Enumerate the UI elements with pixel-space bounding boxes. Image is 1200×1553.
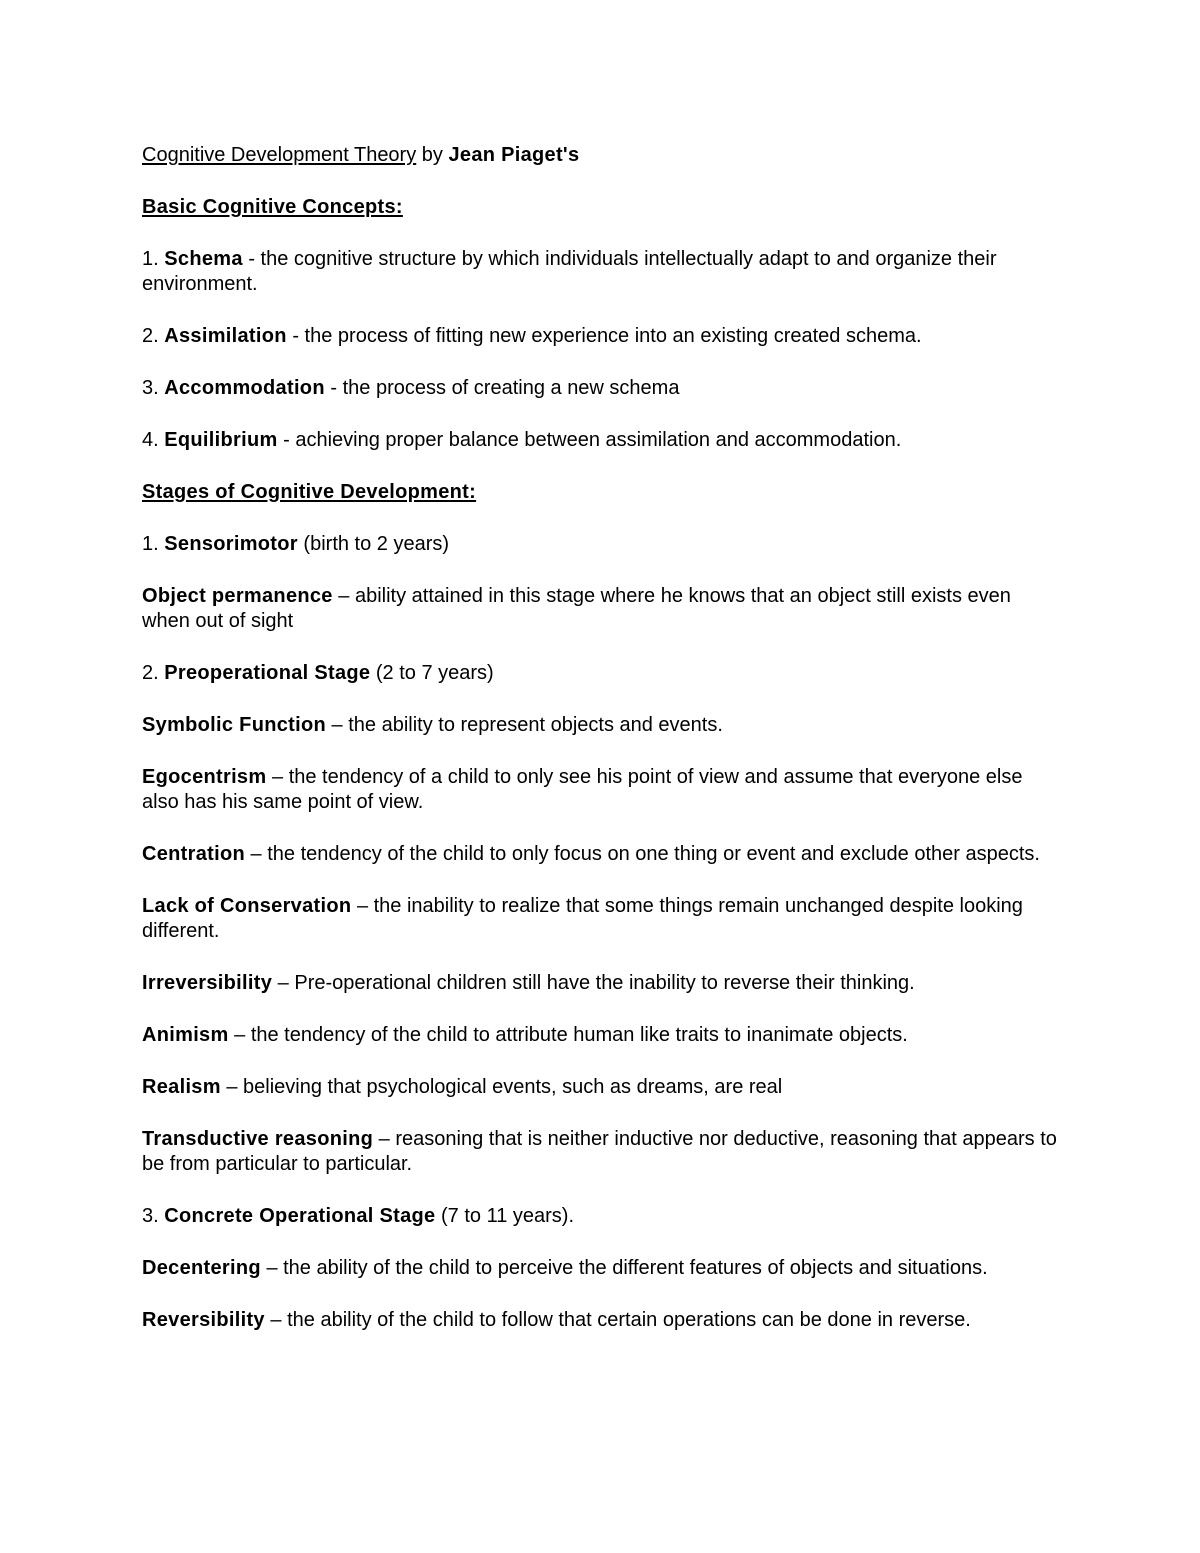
term-name: Egocentrism [142, 766, 267, 788]
term-item [142, 1308, 1062, 1333]
term-name: Centration [142, 843, 245, 865]
term-name: Lack of Conservation [142, 895, 352, 917]
stage-heading [142, 1204, 1062, 1229]
concept-item [142, 428, 1062, 453]
item-number: 2. [142, 325, 165, 347]
item-term: Schema [164, 248, 243, 270]
term-item [142, 1127, 1062, 1177]
item-definition: - the cognitive structure by which individuals intellectually adapt to and organize their environment. [142, 248, 997, 295]
term-name: Decentering [142, 1257, 261, 1279]
term-item [142, 1256, 1062, 1281]
term-name: Object permanence [142, 585, 333, 607]
term-definition: – Pre-operational children still have the inability to reverse their thinking. [272, 972, 915, 994]
item-term: Equilibrium [164, 429, 278, 451]
term-name: Reversibility [142, 1309, 265, 1331]
item-definition: - the process of creating a new schema [324, 377, 680, 399]
stage-number: 3. [142, 1205, 165, 1227]
term-item [142, 842, 1062, 867]
stages-heading-text: Stages of Cognitive Development: [142, 481, 477, 503]
stage-heading [142, 532, 1062, 557]
item-definition: - achieving proper balance between assimilation and accommodation. [277, 429, 902, 451]
stages-heading [142, 480, 1062, 505]
term-name: Symbolic Function [142, 714, 326, 736]
stage-name: Preoperational Stage [164, 662, 371, 684]
item-term: Accommodation [164, 377, 325, 399]
concept-item [142, 247, 1062, 297]
stage-range: (2 to 7 years) [370, 662, 494, 684]
concept-item [142, 324, 1062, 349]
stage-number: 2. [142, 662, 165, 684]
term-definition: – the tendency of the child to only focus on one thing or event and exclude other aspects. [245, 843, 1040, 865]
term-definition: – the inability to realize that some things remain unchanged despite looking different. [142, 895, 1023, 942]
item-number: 3. [142, 377, 165, 399]
stage-range: (7 to 11 years). [435, 1205, 575, 1227]
basic-concepts-heading [142, 195, 1062, 220]
stage-heading [142, 661, 1062, 686]
term-item [142, 1023, 1062, 1048]
term-definition: – the ability of the child to follow that certain operations can be done in reverse. [264, 1309, 971, 1331]
term-item [142, 971, 1062, 996]
term-definition: – believing that psychological events, such as dreams, are real [220, 1076, 783, 1098]
item-number: 4. [142, 429, 165, 451]
term-item [142, 713, 1062, 738]
item-term: Assimilation [164, 325, 287, 347]
item-number: 1. [142, 248, 165, 270]
document-title [142, 143, 1062, 168]
term-definition: – ability attained in this stage where he knows that an object still exists even when out of sight [142, 585, 1011, 632]
title-text: Cognitive Development Theory [142, 144, 417, 166]
stage-name: Sensorimotor [164, 533, 298, 555]
title-by: by [416, 144, 449, 166]
term-item [142, 1075, 1062, 1100]
title-author: Jean Piaget's [448, 144, 580, 166]
stage-number: 1. [142, 533, 165, 555]
stage-range: (birth to 2 years) [297, 533, 450, 555]
term-name: Transductive reasoning [142, 1128, 374, 1150]
term-item [142, 584, 1062, 634]
term-name: Realism [142, 1076, 221, 1098]
term-item [142, 894, 1062, 944]
concept-item [142, 376, 1062, 401]
term-definition: – the tendency of a child to only see his point of view and assume that everyone else also has his same point of view. [142, 766, 1023, 813]
term-definition: – the ability of the child to perceive the different features of objects and situations. [260, 1257, 988, 1279]
term-item [142, 765, 1062, 815]
term-definition: – the ability to represent objects and events. [326, 714, 723, 736]
term-definition: – reasoning that is neither inductive nor deductive, reasoning that appears to be from particular to particular. [142, 1128, 1057, 1175]
term-definition: – the tendency of the child to attribute human like traits to inanimate objects. [228, 1024, 908, 1046]
term-name: Irreversibility [142, 972, 273, 994]
stage-name: Concrete Operational Stage [164, 1205, 436, 1227]
basic-concepts-heading-text: Basic Cognitive Concepts: [142, 196, 403, 218]
document-body [142, 143, 1062, 1360]
term-name: Animism [142, 1024, 229, 1046]
item-definition: - the process of fitting new experience into an existing created schema. [286, 325, 922, 347]
